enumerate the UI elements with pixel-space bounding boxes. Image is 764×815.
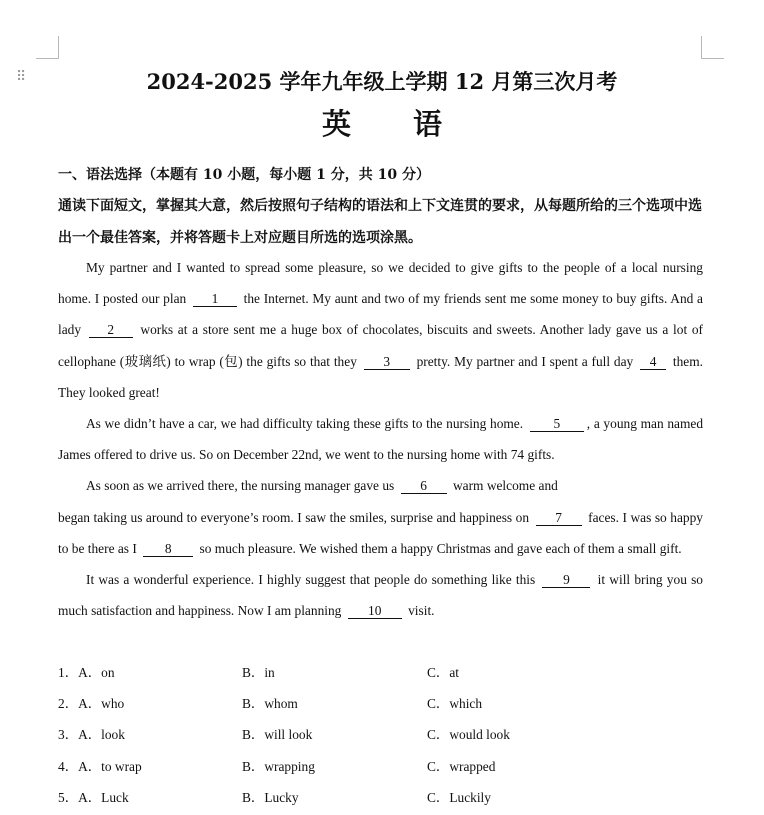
passage-text: As we didn’t have a car, we had difficulty taking these gifts to the nursing home. — [86, 416, 524, 432]
option-c: C．at — [427, 665, 459, 680]
passage-text: them. They looked great! — [58, 353, 704, 400]
option-b: B．will look — [242, 727, 313, 743]
passage-paragraph-3 — [58, 470, 703, 501]
option-row-2 — [58, 688, 708, 719]
passage-paragraph-3-continued — [58, 502, 703, 564]
blank-10: 10 — [348, 603, 402, 619]
blank-3: 3 — [364, 354, 410, 370]
blank-7: 7 — [536, 510, 582, 526]
option-row-4 — [58, 751, 708, 782]
passage-paragraph-1 — [58, 252, 703, 408]
blank-8: 8 — [143, 541, 193, 557]
passage-text: faces. I was so happy to be there as I — [58, 509, 703, 556]
option-b: B．wrapping — [242, 758, 315, 774]
option-row-1 — [58, 657, 708, 688]
passage — [58, 252, 703, 626]
passage-paragraph-2 — [58, 408, 703, 470]
page-corner-mark-top-right — [701, 36, 724, 59]
passage-text: , a young man named James offered to drive us. So on December 22nd, we went to the nursing home with 74 gifts. — [58, 416, 704, 463]
option-a: 5．A．Luck — [58, 789, 129, 805]
options-list — [58, 657, 708, 813]
option-row-5 — [58, 782, 708, 813]
passage-text: so much pleasure. We wished them a happy Christmas and gave each of them a small gift. — [199, 540, 682, 556]
passage-text: visit. — [408, 603, 435, 619]
blank-9: 9 — [542, 572, 590, 588]
option-a: 3．A．look — [58, 727, 125, 743]
option-b: B．in — [242, 665, 275, 680]
passage-text: It was a wonderful experience. I highly suggest that people do something like this — [86, 572, 536, 588]
passage-text: As soon as we arrived there, the nursing manager gave us — [86, 478, 395, 494]
option-b: B．Lucky — [242, 789, 299, 805]
passage-text: works at a store sent me a huge box of chocolates, biscuits and sweets. Another lady gave us a lot of cellophane (玻璃纸) to wrap (包) the gifts so that they — [58, 322, 703, 369]
passage-text: pretty. My partner and I spent a full day — [416, 353, 634, 369]
section-instruction: 通读下面短文，掌握其大意，然后按照句子结构的语法和上下文连贯的要求，从每题所给的三个选项中选出一个最佳答案，并将答题卡上对应题目所选的选项涂黑。 — [58, 198, 702, 246]
section-heading: 一、语法选择（本题有 10 小题，每小题 1 分，共 10 分） — [58, 167, 430, 183]
passage-text: the Internet. My aunt and two of my friends sent me some money to buy gifts. And a lady — [58, 291, 703, 338]
option-c: C．Luckily — [427, 789, 491, 805]
subject-title: 英 语 — [321, 107, 469, 141]
option-c: C．would look — [427, 727, 510, 743]
option-a: 2．A．who — [58, 696, 125, 712]
option-row-3 — [58, 719, 708, 750]
blank-1: 1 — [193, 291, 237, 307]
blank-4: 4 — [640, 354, 666, 370]
passage-text: began taking us around to everyone’s room. I saw the smiles, surprise and happiness on — [58, 509, 530, 525]
option-c: C．wrapped — [427, 758, 496, 774]
page-title: 2024-2025 学年九年级上学期 12 月第三次月考 — [146, 69, 618, 94]
passage-text: it will bring you so much satisfaction and happiness. Now I am planning — [58, 572, 704, 619]
page-corner-mark-top-left — [36, 36, 59, 59]
option-b: B．whom — [242, 696, 298, 712]
option-c: C．which — [427, 696, 483, 712]
passage-text: warm welcome and — [452, 478, 558, 494]
passage-text: My partner and I wanted to spread some pleasure, so we decided to give gifts to the people of a local nursing home. I posted our plan — [58, 260, 703, 307]
option-a: 4．A．to wrap — [58, 758, 142, 774]
option-a: 1．A．on — [58, 665, 115, 680]
blank-2: 2 — [89, 322, 133, 338]
passage-paragraph-4 — [58, 564, 703, 626]
blank-6: 6 — [401, 478, 447, 494]
drag-handle-icon[interactable]: ⠿ — [16, 69, 27, 85]
blank-5: 5 — [530, 416, 584, 432]
